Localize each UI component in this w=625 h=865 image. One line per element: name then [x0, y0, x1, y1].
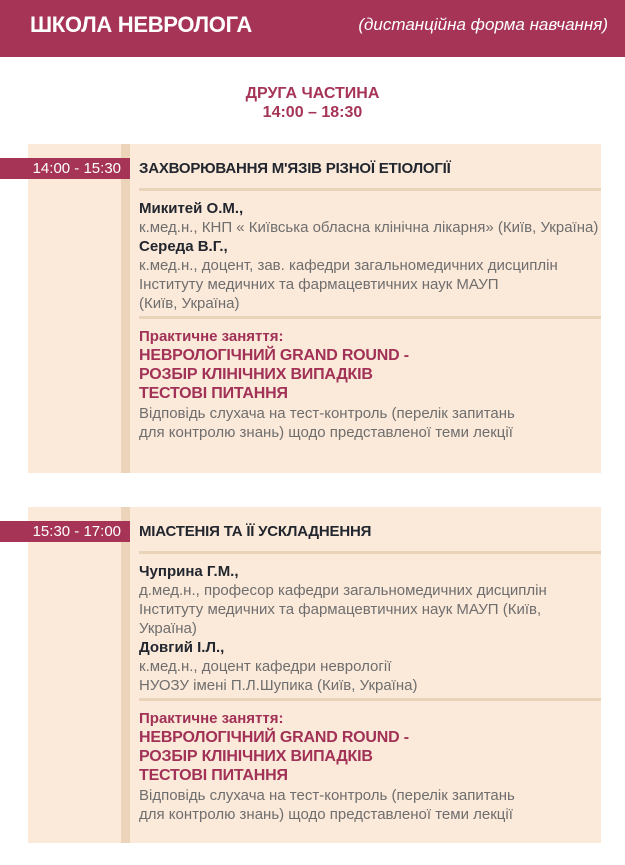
speaker-name: Середа В.Г.,: [139, 238, 228, 255]
session-content: [139, 507, 601, 824]
part-header: [0, 84, 625, 122]
speaker-affiliation: к.мед.н., доцент кафедри неврології: [139, 658, 392, 675]
practical-label: Практичне заняття:: [139, 328, 284, 345]
speaker-name: Довгий І.Л.,: [139, 639, 225, 656]
speaker-affiliation: (Київ, Україна): [139, 295, 240, 312]
practical-line: ТЕСТОВІ ПИТАННЯ: [139, 767, 288, 784]
note-line: для контролю знань) щодо представленої теми лекції: [139, 806, 513, 823]
speaker-affiliation: к.мед.н., доцент, зав. кафедри загальномедичних дисциплін: [139, 257, 558, 274]
divider: [139, 316, 601, 319]
session-panel: [28, 507, 601, 843]
speaker-name: Микитей О.М.,: [139, 200, 244, 217]
session-block-2: [0, 507, 625, 843]
practical-line: НЕВРОЛОГІЧНИЙ GRAND ROUND -: [139, 729, 409, 746]
speaker-name: Чуприна Г.М.,: [139, 563, 239, 580]
divider: [139, 551, 601, 554]
speaker-list: [139, 562, 601, 695]
test-note: [139, 404, 601, 442]
speaker-list: [139, 199, 601, 313]
speaker-affiliation: Інституту медичних та фармацевтичних наук МАУП (Київ, Україна): [139, 601, 542, 637]
practical-section: [139, 709, 601, 785]
page-title: ШКОЛА НЕВРОЛОГА: [30, 11, 252, 37]
note-line: для контролю знань) щодо представленої теми лекції: [139, 424, 513, 441]
session-title: ЗАХВОРЮВАННЯ М'ЯЗІВ РІЗНОЇ ЕТІОЛОГІЇ: [139, 160, 451, 177]
session-block-1: [0, 144, 625, 473]
speaker-affiliation: д.мед.н., професор кафедри загальномедичних дисциплін: [139, 582, 547, 599]
practical-line: НЕВРОЛОГІЧНИЙ GRAND ROUND -: [139, 347, 409, 364]
practical-line: РОЗБІР КЛІНІЧНИХ ВИПАДКІВ: [139, 366, 373, 383]
vertical-stripe: [121, 144, 130, 473]
time-badge: 15:30 - 17:00: [0, 521, 130, 542]
divider: [139, 698, 601, 701]
header-bar: [0, 0, 625, 57]
part-time-range: 14:00 – 18:30: [262, 104, 363, 121]
page-subtitle: (дистанційна форма навчання): [358, 14, 608, 34]
practical-section: [139, 327, 601, 403]
vertical-stripe: [121, 507, 130, 843]
session-content: [139, 144, 601, 442]
practical-label: Практичне заняття:: [139, 710, 284, 727]
practical-line: РОЗБІР КЛІНІЧНИХ ВИПАДКІВ: [139, 748, 373, 765]
test-note: [139, 786, 601, 824]
speaker-affiliation: Інституту медичних та фармацевтичних наук МАУП: [139, 276, 499, 293]
practical-line: ТЕСТОВІ ПИТАННЯ: [139, 385, 288, 402]
session-title: МІАСТЕНІЯ ТА ЇЇ УСКЛАДНЕННЯ: [139, 523, 372, 540]
note-line: Відповідь слухача на тест-контроль (перелік запитань: [139, 787, 515, 804]
session-panel: [28, 144, 601, 473]
speaker-affiliation: к.мед.н., КНП « Київська обласна клінічна лікарня» (Київ, Україна): [139, 219, 599, 236]
part-title: ДРУГА ЧАСТИНА: [245, 85, 380, 102]
speaker-affiliation: НУОЗУ імені П.Л.Шупика (Київ, Україна): [139, 677, 418, 694]
divider: [139, 188, 601, 191]
time-badge: 14:00 - 15:30: [0, 158, 130, 179]
note-line: Відповідь слухача на тест-контроль (перелік запитань: [139, 405, 515, 422]
